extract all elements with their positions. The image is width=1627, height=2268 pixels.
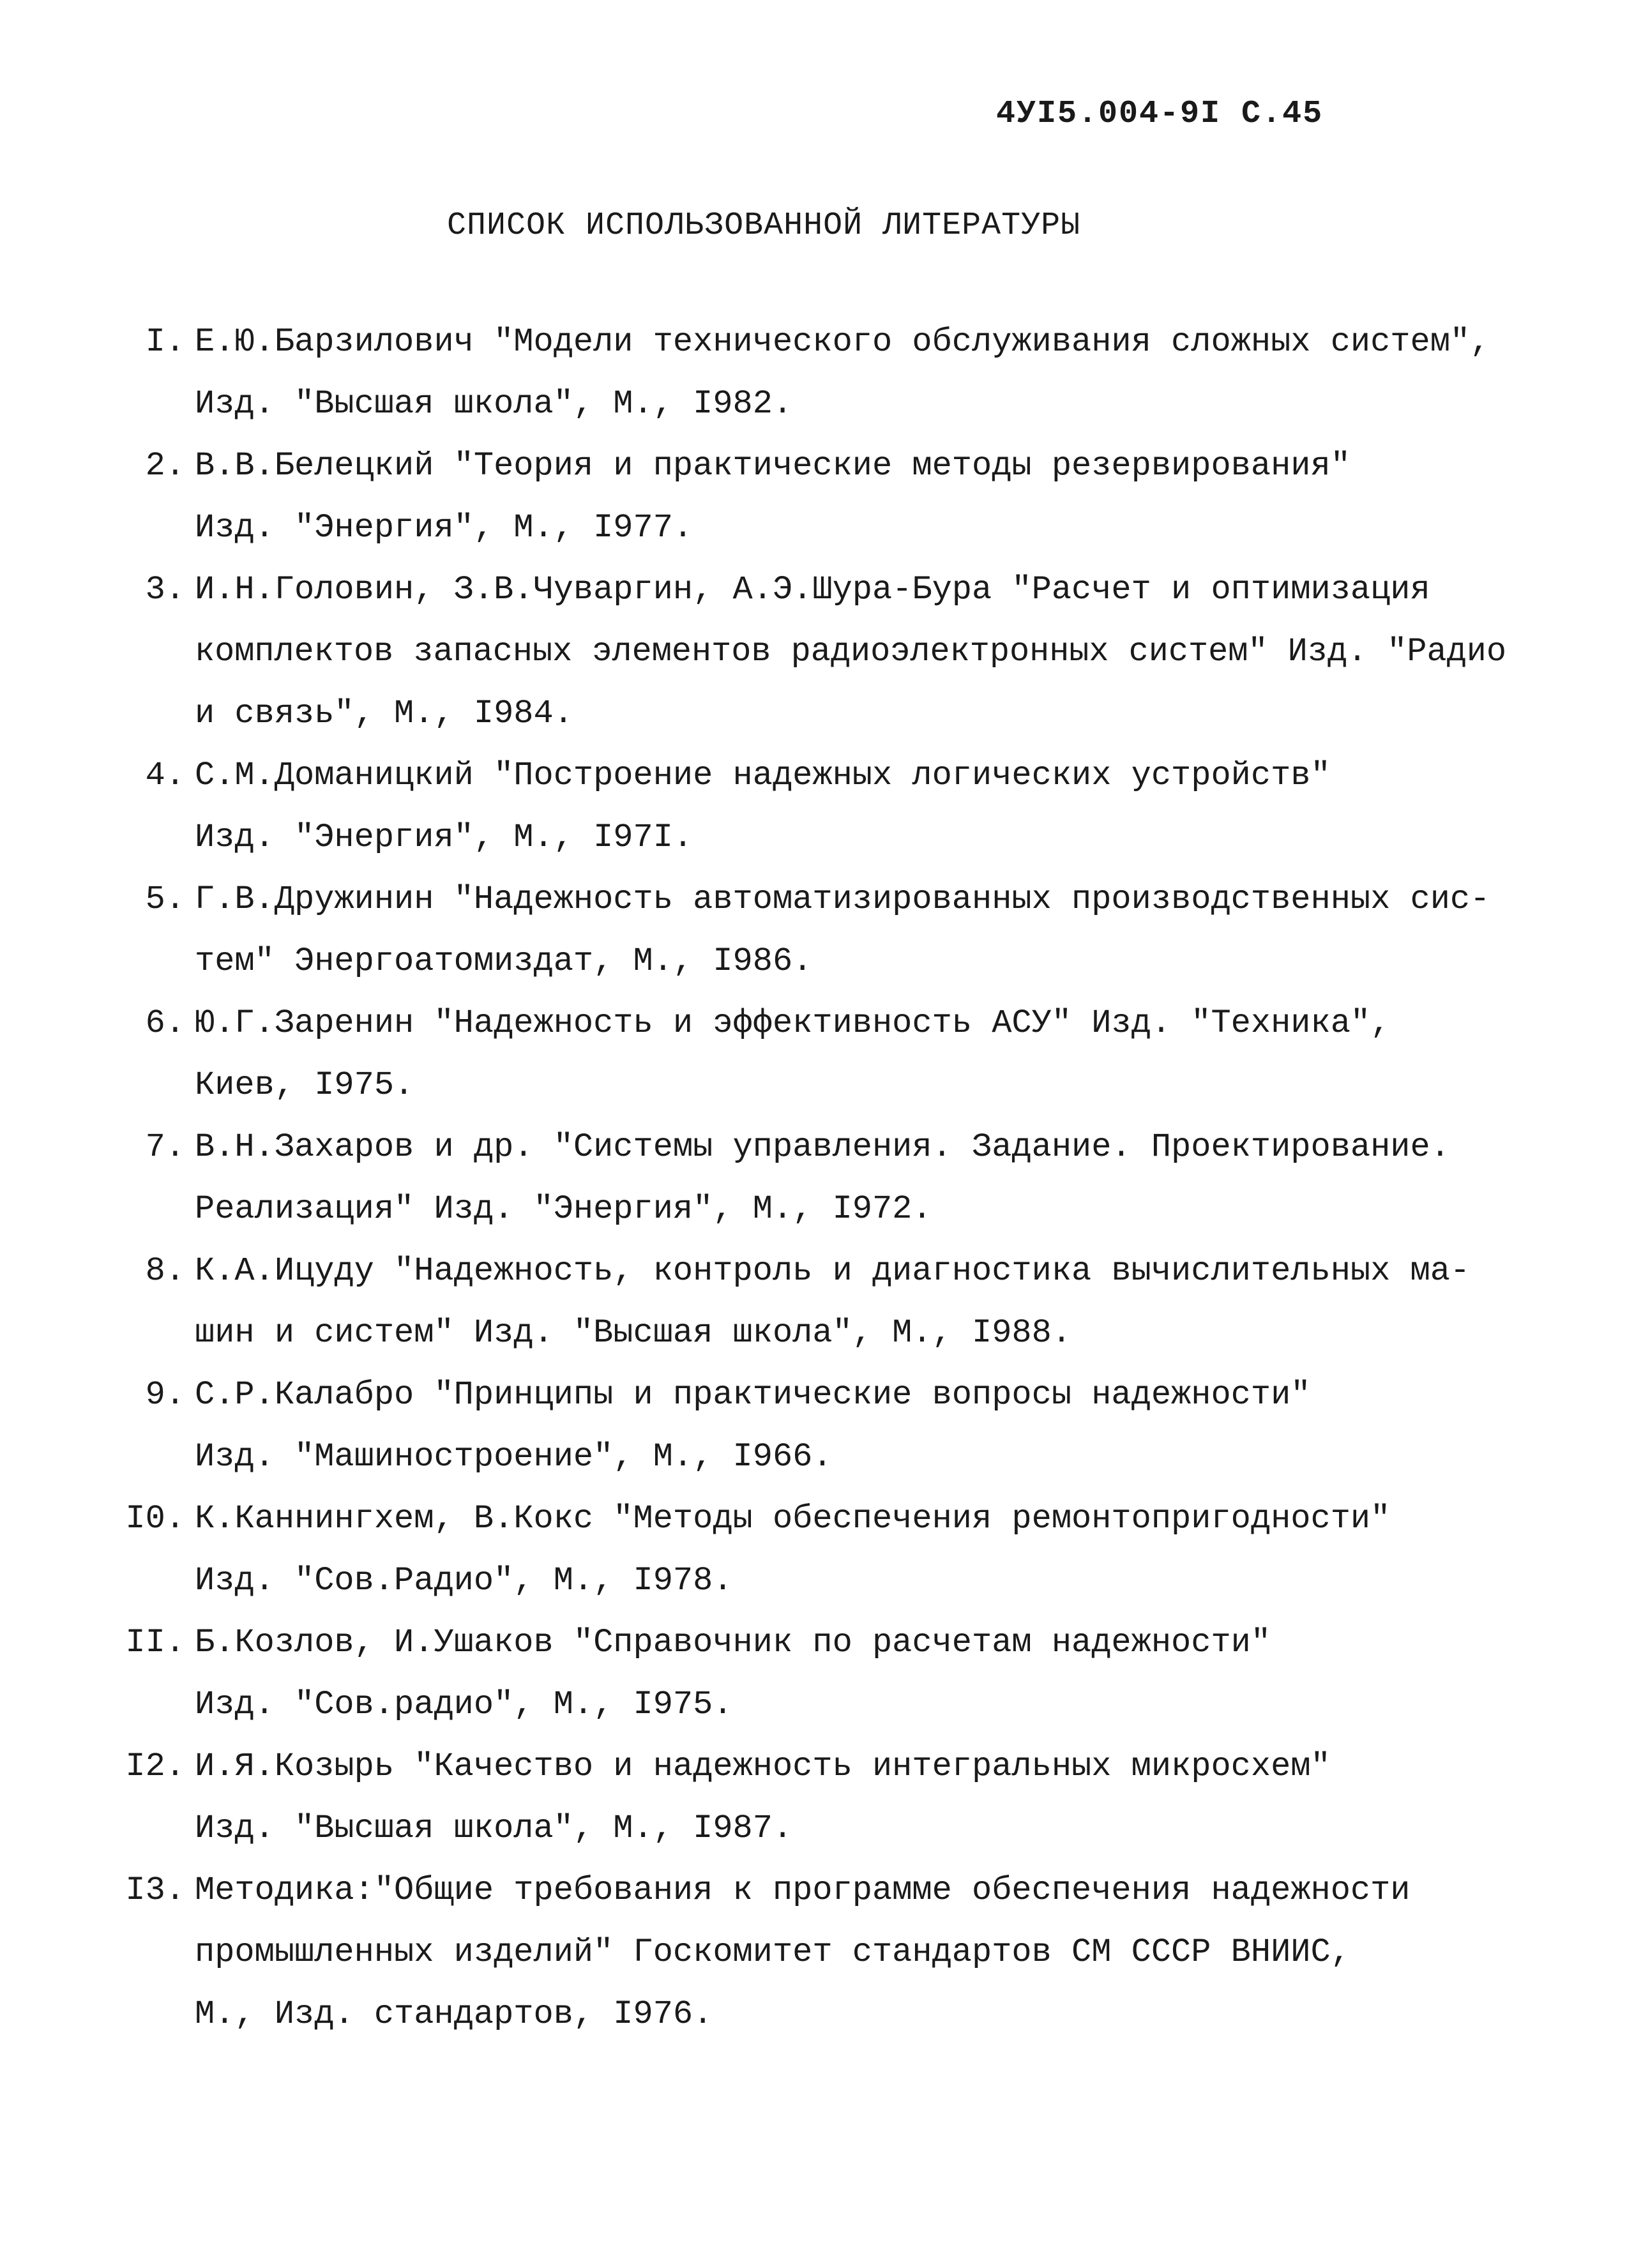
reference-line: Изд. "Энергия", М., I977. (195, 509, 693, 547)
reference-number: 8. (145, 1252, 185, 1290)
reference-line: Изд. "Высшая школа", М., I987. (195, 1810, 793, 1847)
reference-number: I3. (125, 1871, 185, 1909)
reference-line: Ю.Г.Заренин "Надежность и эффективность АСУ" Изд. "Техника", (195, 1004, 1391, 1042)
reference-number: I0. (125, 1500, 185, 1538)
reference-number: I2. (125, 1748, 185, 1785)
reference-line: тем" Энергоатомиздат, М., I986. (195, 942, 813, 980)
reference-line: К.Каннингхем, В.Кокс "Методы обеспечения ремонтопригодности" (195, 1500, 1391, 1538)
reference-number: 9. (145, 1376, 185, 1414)
reference-line: Изд. "Энергия", М., I97I. (195, 819, 693, 856)
reference-line: комплектов запасных элементов радиоэлектронных систем" Изд. "Радио (195, 633, 1506, 670)
reference-line: Методика:"Общие требования к программе обеспечения надежности (195, 1871, 1411, 1909)
reference-number: 7. (145, 1128, 185, 1166)
reference-line: Киев, I975. (195, 1066, 414, 1104)
reference-line: К.А.Ицуду "Надежность, контроль и диагностика вычислительных ма- (195, 1252, 1471, 1290)
reference-line: и связь", М., I984. (195, 695, 573, 732)
document-code: 4УI5.004-9I С.45 (996, 96, 1324, 132)
reference-number: 4. (145, 757, 185, 794)
reference-line: Изд. "Высшая школа", М., I982. (195, 385, 793, 423)
reference-number: II. (125, 1624, 185, 1661)
reference-number: 2. (145, 447, 185, 485)
reference-number: I. (145, 323, 185, 361)
reference-line: Изд. "Сов.радио", М., I975. (195, 1686, 733, 1723)
reference-line: В.Н.Захаров и др. "Системы управления. Задание. Проектирование. (195, 1128, 1450, 1166)
reference-line: промышленных изделий" Госкомитет стандартов СМ СССР ВНИИС, (195, 1933, 1351, 1971)
page-title: СПИСОК ИСПОЛЬЗОВАННОЙ ЛИТЕРАТУРЫ (447, 208, 1081, 244)
reference-line: С.Р.Калабро "Принципы и практические вопросы надежности" (195, 1376, 1311, 1414)
reference-line: Изд. "Машиностроение", М., I966. (195, 1438, 833, 1476)
reference-line: Е.Ю.Барзилович "Модели технического обслуживания сложных систем", (195, 323, 1490, 361)
reference-line: И.Н.Головин, З.В.Чуваргин, А.Э.Шура-Бура "Расчет и оптимизация (195, 571, 1430, 609)
reference-line: Г.В.Дружинин "Надежность автоматизированных производственных сис- (195, 881, 1490, 918)
reference-number: 3. (145, 571, 185, 609)
reference-line: С.М.Доманицкий "Построение надежных логических устройств" (195, 757, 1331, 794)
reference-number: 5. (145, 881, 185, 918)
reference-number: 6. (145, 1004, 185, 1042)
reference-line: И.Я.Козырь "Качество и надежность интегральных микросхем" (195, 1748, 1331, 1785)
reference-line: Изд. "Сов.Радио", М., I978. (195, 1562, 733, 1599)
reference-line: шин и систем" Изд. "Высшая школа", М., I988. (195, 1314, 1072, 1352)
reference-line: Б.Козлов, И.Ушаков "Справочник по расчетам надежности" (195, 1624, 1271, 1661)
reference-line: В.В.Белецкий "Теория и практические методы резервирования" (195, 447, 1351, 485)
reference-line: М., Изд. стандартов, I976. (195, 1995, 713, 2033)
reference-line: Реализация" Изд. "Энергия", М., I972. (195, 1190, 932, 1228)
